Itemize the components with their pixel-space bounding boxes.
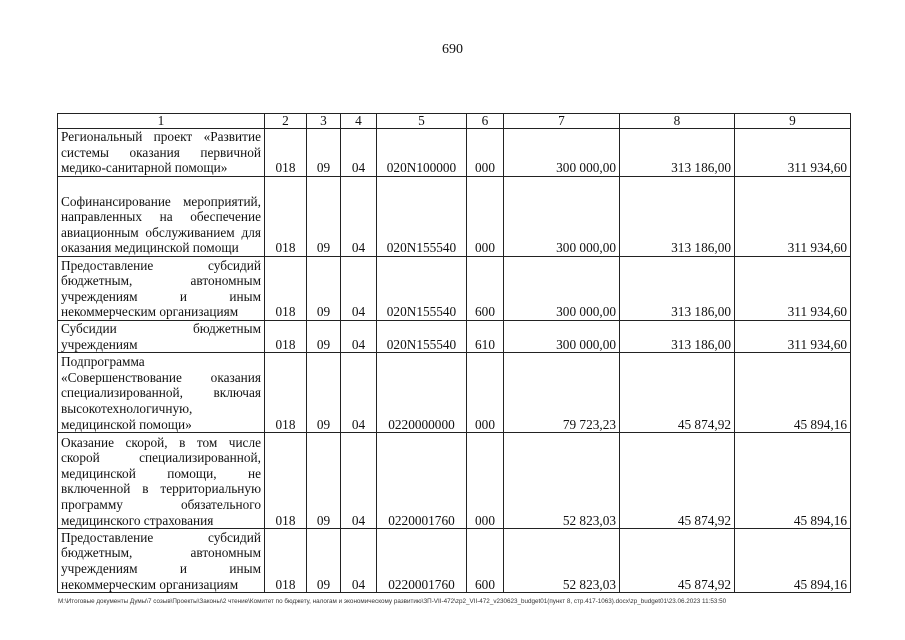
column-header: 5	[377, 114, 467, 129]
cell-razdel: 09	[307, 129, 341, 177]
table-row	[58, 257, 851, 321]
cell-razdel: 09	[307, 433, 341, 529]
header-row	[58, 114, 851, 129]
column-header: 1	[58, 114, 265, 129]
page-number: 690	[442, 42, 463, 57]
cell-target-article: 020N155540	[377, 177, 467, 257]
cell-amount-9: 45 894,16	[735, 529, 851, 593]
cell-podrazdel: 04	[341, 129, 377, 177]
table-row	[58, 177, 851, 257]
cell-target-article: 0220001760	[377, 529, 467, 593]
cell-target-article: 0220000000	[377, 353, 467, 433]
cell-amount-7: 79 723,23	[504, 353, 620, 433]
cell-glava: 018	[265, 529, 307, 593]
cell-amount-9: 45 894,16	[735, 353, 851, 433]
row-name: Подпрограмма «Совершенствование оказания специализированной, включая высокотехнологичную, медицинской помощи»	[58, 353, 265, 433]
cell-expense-type: 000	[467, 129, 504, 177]
table-row	[58, 433, 851, 529]
cell-glava: 018	[265, 353, 307, 433]
cell-expense-type: 000	[467, 433, 504, 529]
cell-amount-9: 311 934,60	[735, 129, 851, 177]
cell-glava: 018	[265, 129, 307, 177]
cell-target-article: 020N100000	[377, 129, 467, 177]
table-row	[58, 353, 851, 433]
cell-expense-type: 600	[467, 529, 504, 593]
cell-amount-8: 45 874,92	[620, 353, 735, 433]
cell-glava: 018	[265, 177, 307, 257]
row-name: Предоставление субсидий бюджетным, автономным учреждениям и иным некоммерческим организациям	[58, 529, 265, 593]
cell-target-article: 0220001760	[377, 433, 467, 529]
cell-amount-7: 52 823,03	[504, 529, 620, 593]
cell-target-article: 020N155540	[377, 257, 467, 321]
footer-file-path: M:\Итоговые документы Думы\7 созыв\Проекты\Законы\2 чтение\Комитет по бюджету, налогам и экономическому развитию\ЗП-VII-472\zp2_VII-472_v230623_budget01(пункт 8, стр.417-1063).docx\zp_budget01\23.06.2023 11:53:50	[58, 598, 727, 605]
table-row	[58, 529, 851, 593]
cell-amount-8: 313 186,00	[620, 321, 735, 353]
cell-amount-9: 45 894,16	[735, 433, 851, 529]
cell-expense-type: 600	[467, 257, 504, 321]
cell-amount-8: 313 186,00	[620, 129, 735, 177]
cell-amount-7: 52 823,03	[504, 433, 620, 529]
cell-razdel: 09	[307, 257, 341, 321]
cell-expense-type: 000	[467, 353, 504, 433]
cell-razdel: 09	[307, 177, 341, 257]
cell-podrazdel: 04	[341, 353, 377, 433]
cell-amount-9: 311 934,60	[735, 321, 851, 353]
row-name: Софинансирование мероприятий, направленных на обеспечение авиационным обслуживанием для оказания медицинской помощи	[58, 177, 265, 257]
row-name: Оказание скорой, в том числе скорой специализированной, медицинской помощи, не включенной в территориальную программу обязательного медицинского страхования	[58, 433, 265, 529]
cell-amount-7: 300 000,00	[504, 129, 620, 177]
column-header: 4	[341, 114, 377, 129]
cell-glava: 018	[265, 321, 307, 353]
column-header: 7	[504, 114, 620, 129]
column-header: 9	[735, 114, 851, 129]
cell-podrazdel: 04	[341, 321, 377, 353]
cell-amount-7: 300 000,00	[504, 257, 620, 321]
row-name: Субсидии бюджетным учреждениям	[58, 321, 265, 353]
cell-expense-type: 610	[467, 321, 504, 353]
cell-podrazdel: 04	[341, 433, 377, 529]
cell-glava: 018	[265, 257, 307, 321]
cell-amount-9: 311 934,60	[735, 177, 851, 257]
cell-podrazdel: 04	[341, 257, 377, 321]
cell-podrazdel: 04	[341, 529, 377, 593]
cell-amount-8: 313 186,00	[620, 177, 735, 257]
budget-table	[57, 113, 851, 593]
cell-razdel: 09	[307, 321, 341, 353]
cell-razdel: 09	[307, 353, 341, 433]
column-header: 3	[307, 114, 341, 129]
table-row	[58, 129, 851, 177]
cell-amount-9: 311 934,60	[735, 257, 851, 321]
table-row	[58, 321, 851, 353]
cell-razdel: 09	[307, 529, 341, 593]
column-header: 2	[265, 114, 307, 129]
cell-amount-8: 45 874,92	[620, 433, 735, 529]
cell-amount-7: 300 000,00	[504, 321, 620, 353]
column-header: 8	[620, 114, 735, 129]
cell-expense-type: 000	[467, 177, 504, 257]
cell-podrazdel: 04	[341, 177, 377, 257]
cell-amount-8: 45 874,92	[620, 529, 735, 593]
row-name: Региональный проект «Развитие системы оказания первичной медико-санитарной помощи»	[58, 129, 265, 177]
column-header: 6	[467, 114, 504, 129]
cell-glava: 018	[265, 433, 307, 529]
cell-target-article: 020N155540	[377, 321, 467, 353]
cell-amount-8: 313 186,00	[620, 257, 735, 321]
row-name: Предоставление субсидий бюджетным, автономным учреждениям и иным некоммерческим организациям	[58, 257, 265, 321]
cell-amount-7: 300 000,00	[504, 177, 620, 257]
